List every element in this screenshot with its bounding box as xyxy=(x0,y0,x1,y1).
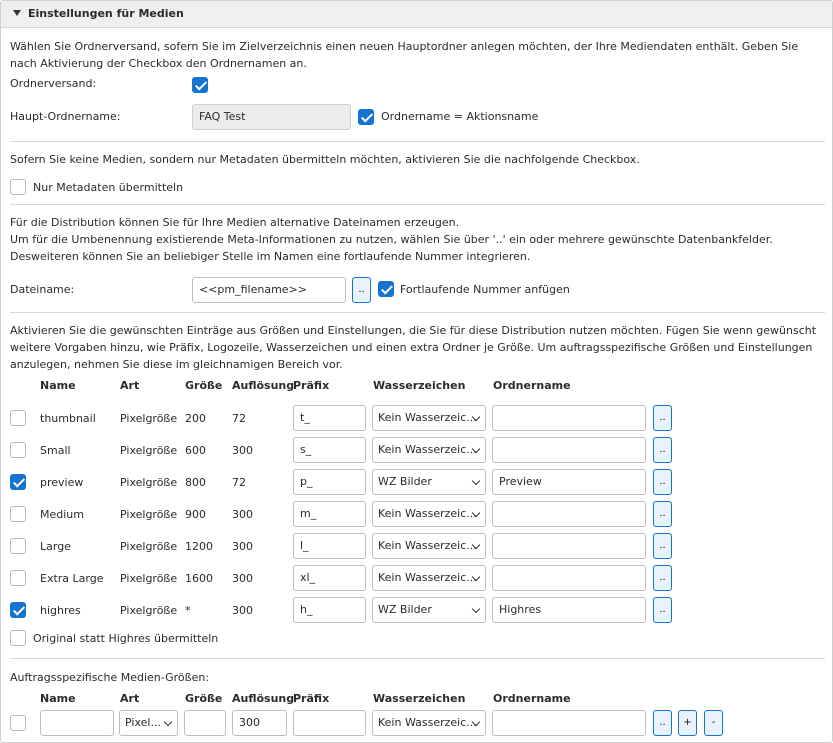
custom-groesse-input[interactable] xyxy=(184,710,226,736)
custom-table-header xyxy=(1,692,832,706)
size-name: Medium xyxy=(40,508,84,521)
size-wasserzeichen-value: Kein Wasserzeic... xyxy=(378,443,477,456)
divider xyxy=(10,312,825,313)
size-row-checkbox[interactable] xyxy=(10,410,26,426)
only-metadata-label: Nur Metadaten übermitteln xyxy=(33,181,184,194)
size-groesse: 1200 xyxy=(185,540,213,553)
size-art: Pixelgröße xyxy=(120,476,178,489)
hauptordner-label: Haupt-Ordnername: xyxy=(10,110,121,123)
size-browse-button[interactable]: .. xyxy=(653,597,672,623)
size-wasserzeichen-value: Kein Wasserzeic... xyxy=(378,411,477,424)
size-groesse: 1600 xyxy=(185,572,213,585)
metadata-text: Sofern Sie keine Medien, sondern nur Metadaten übermitteln möchten, aktivieren Sie die nachfolgende Checkbox. xyxy=(10,153,640,166)
only-metadata-checkbox[interactable] xyxy=(10,179,26,195)
original-highres-checkbox[interactable] xyxy=(10,630,26,646)
size-aufloesung: 300 xyxy=(232,444,253,457)
size-name: highres xyxy=(40,604,81,617)
sizes-table-header xyxy=(1,379,832,393)
ordnerversand-label: Ordnerversand: xyxy=(10,77,97,90)
size-wasserzeichen-value: WZ Bilder xyxy=(378,475,432,488)
collapse-triangle-icon[interactable] xyxy=(13,10,21,16)
size-aufloesung: 300 xyxy=(232,604,253,617)
size-wasserzeichen-select[interactable] xyxy=(372,597,486,623)
col-name: Name xyxy=(40,379,76,392)
divider xyxy=(10,141,825,142)
size-ordnername-input[interactable]: Highres xyxy=(492,597,646,623)
filename-text-1: Für die Distribution können Sie für Ihre Medien alternative Dateinamen erzeugen. xyxy=(10,216,460,229)
filename-input[interactable]: <<pm_filename>> xyxy=(192,277,346,303)
size-aufloesung: 300 xyxy=(232,540,253,553)
col-ordnername: Ordnername xyxy=(493,379,571,392)
folder-intro-text: Wählen Sie Ordnerversand, sofern Sie im Zielverzeichnis einen neuen Hauptordner anlegen möchten, der Ihre Mediendaten enthält. Geben Sie nach Aktivierung der Checkbox den Ordnernamen an. xyxy=(10,40,799,70)
filename-browse-button[interactable]: .. xyxy=(352,277,371,303)
divider xyxy=(10,204,825,205)
chevron-down-icon xyxy=(164,718,172,726)
size-aufloesung: 72 xyxy=(232,412,246,425)
size-ordnername-input[interactable]: Preview xyxy=(492,469,646,495)
size-praefix-input[interactable]: l_ xyxy=(293,533,366,559)
chevron-down-icon xyxy=(472,477,480,485)
size-groesse: * xyxy=(185,604,191,617)
filename-label: Dateiname: xyxy=(10,283,75,296)
size-wasserzeichen-select[interactable] xyxy=(372,501,486,527)
col-name: Name xyxy=(40,692,76,705)
col-groesse: Größe xyxy=(185,379,223,392)
size-row-checkbox[interactable] xyxy=(10,474,26,490)
size-art: Pixelgröße xyxy=(120,412,178,425)
size-wasserzeichen-select[interactable] xyxy=(372,533,486,559)
col-aufloesung: Auflösung xyxy=(232,379,295,392)
divider xyxy=(10,658,825,659)
custom-sizes-label: Auftragsspezifische Medien-Größen: xyxy=(10,671,210,684)
size-browse-button[interactable]: .. xyxy=(653,533,672,559)
size-groesse: 600 xyxy=(185,444,206,457)
hauptordner-input[interactable]: FAQ Test xyxy=(192,104,351,130)
size-art: Pixelgröße xyxy=(120,444,178,457)
custom-name-input[interactable] xyxy=(40,710,114,736)
size-browse-button[interactable]: .. xyxy=(653,405,672,431)
custom-art-value: Pixel... xyxy=(125,716,161,729)
size-name: preview xyxy=(40,476,84,489)
custom-aufloesung-input[interactable]: 300 xyxy=(232,710,287,736)
size-name: Large xyxy=(40,540,71,553)
ordnername-aktion-label: Ordnername = Aktionsname xyxy=(381,110,539,123)
size-ordnername-input[interactable] xyxy=(492,405,646,431)
size-aufloesung: 72 xyxy=(232,476,246,489)
sizes-text: Aktivieren Sie die gewünschten Einträge aus Größen und Einstellungen, die Sie für diese Distribution nutzen möchten. Fügen Sie wenn gewünscht weitere Vorgaben hinzu, wie Präfix, Logozeile, Wasserzeichen und einen extra Ordner je Größe. Um auftragsspezifische Größen und Einstellungen anzulegen, nehmen Sie diese im gleichnamigen Bereich vor. xyxy=(10,324,817,371)
col-wasserzeichen: Wasserzeichen xyxy=(373,692,466,705)
size-name: Extra Large xyxy=(40,572,104,585)
size-ordnername-input[interactable] xyxy=(492,533,646,559)
size-art: Pixelgröße xyxy=(120,604,178,617)
remove-size-button[interactable]: - xyxy=(704,710,723,736)
ordnerversand-checkbox[interactable] xyxy=(192,77,208,93)
size-praefix-input[interactable]: h_ xyxy=(293,597,366,623)
size-name: thumbnail xyxy=(40,412,96,425)
size-groesse: 800 xyxy=(185,476,206,489)
custom-row-checkbox[interactable] xyxy=(10,715,26,731)
col-ordnername: Ordnername xyxy=(493,692,571,705)
col-groesse: Größe xyxy=(185,692,223,705)
size-praefix-input[interactable]: xl_ xyxy=(293,565,366,591)
size-row-checkbox[interactable] xyxy=(10,570,26,586)
size-wasserzeichen-select[interactable] xyxy=(372,469,486,495)
size-groesse: 900 xyxy=(185,508,206,521)
size-row-checkbox[interactable] xyxy=(10,538,26,554)
size-wasserzeichen-select[interactable] xyxy=(372,565,486,591)
custom-praefix-input[interactable] xyxy=(293,710,366,736)
size-wasserzeichen-value: WZ Bilder xyxy=(378,603,432,616)
size-row-checkbox[interactable] xyxy=(10,602,26,618)
ordnername-aktion-checkbox[interactable] xyxy=(358,109,374,125)
chevron-down-icon xyxy=(472,605,480,613)
panel-header[interactable] xyxy=(1,1,832,28)
size-wasserzeichen-value: Kein Wasserzeic... xyxy=(378,571,477,584)
custom-ordnername-input[interactable] xyxy=(492,710,646,736)
size-browse-button[interactable]: .. xyxy=(653,469,672,495)
size-wasserzeichen-value: Kein Wasserzeic... xyxy=(378,539,477,552)
sequence-number-checkbox[interactable] xyxy=(378,281,394,297)
size-wasserzeichen-select[interactable] xyxy=(372,437,486,463)
col-art: Art xyxy=(120,379,140,392)
panel-title: Einstellungen für Medien xyxy=(28,7,184,20)
col-praefix: Präfix xyxy=(293,379,330,392)
size-browse-button[interactable]: .. xyxy=(653,437,672,463)
original-highres-label: Original statt Highres übermitteln xyxy=(33,632,219,645)
col-praefix: Präfix xyxy=(293,692,330,705)
size-browse-button[interactable]: .. xyxy=(653,501,672,527)
size-aufloesung: 300 xyxy=(232,572,253,585)
col-aufloesung: Auflösung xyxy=(232,692,295,705)
size-row-checkbox[interactable] xyxy=(10,442,26,458)
col-wasserzeichen: Wasserzeichen xyxy=(373,379,466,392)
filename-text-2: Um für die Umbenennung existierende Meta-Informationen zu nutzen, wählen Sie über '..' ein oder mehrere gewünschte Datenbankfelder. Desweiteren können Sie an beliebiger Stelle im Namen eine fortlaufende Nummer integrieren. xyxy=(10,233,773,263)
size-aufloesung: 300 xyxy=(232,508,253,521)
custom-wasserzeichen-select[interactable] xyxy=(372,710,486,736)
size-wasserzeichen-select[interactable] xyxy=(372,405,486,431)
size-praefix-input[interactable]: p_ xyxy=(293,469,366,495)
size-art: Pixelgröße xyxy=(120,508,178,521)
custom-art-select[interactable] xyxy=(119,710,178,736)
custom-wasserzeichen-value: Kein Wasserzeic... xyxy=(378,716,477,729)
size-art: Pixelgröße xyxy=(120,572,178,585)
size-name: Small xyxy=(40,444,71,457)
custom-browse-button[interactable]: .. xyxy=(653,710,672,736)
size-ordnername-input[interactable] xyxy=(492,501,646,527)
size-browse-button[interactable]: .. xyxy=(653,565,672,591)
add-size-button[interactable]: + xyxy=(678,710,697,736)
size-praefix-input[interactable]: m_ xyxy=(293,501,366,527)
col-art: Art xyxy=(120,692,140,705)
size-row-checkbox[interactable] xyxy=(10,506,26,522)
size-praefix-input[interactable]: t_ xyxy=(293,405,366,431)
size-ordnername-input[interactable] xyxy=(492,437,646,463)
size-groesse: 200 xyxy=(185,412,206,425)
size-ordnername-input[interactable] xyxy=(492,565,646,591)
size-wasserzeichen-value: Kein Wasserzeic... xyxy=(378,507,477,520)
size-art: Pixelgröße xyxy=(120,540,178,553)
sequence-number-label: Fortlaufende Nummer anfügen xyxy=(400,283,570,296)
size-praefix-input[interactable]: s_ xyxy=(293,437,366,463)
